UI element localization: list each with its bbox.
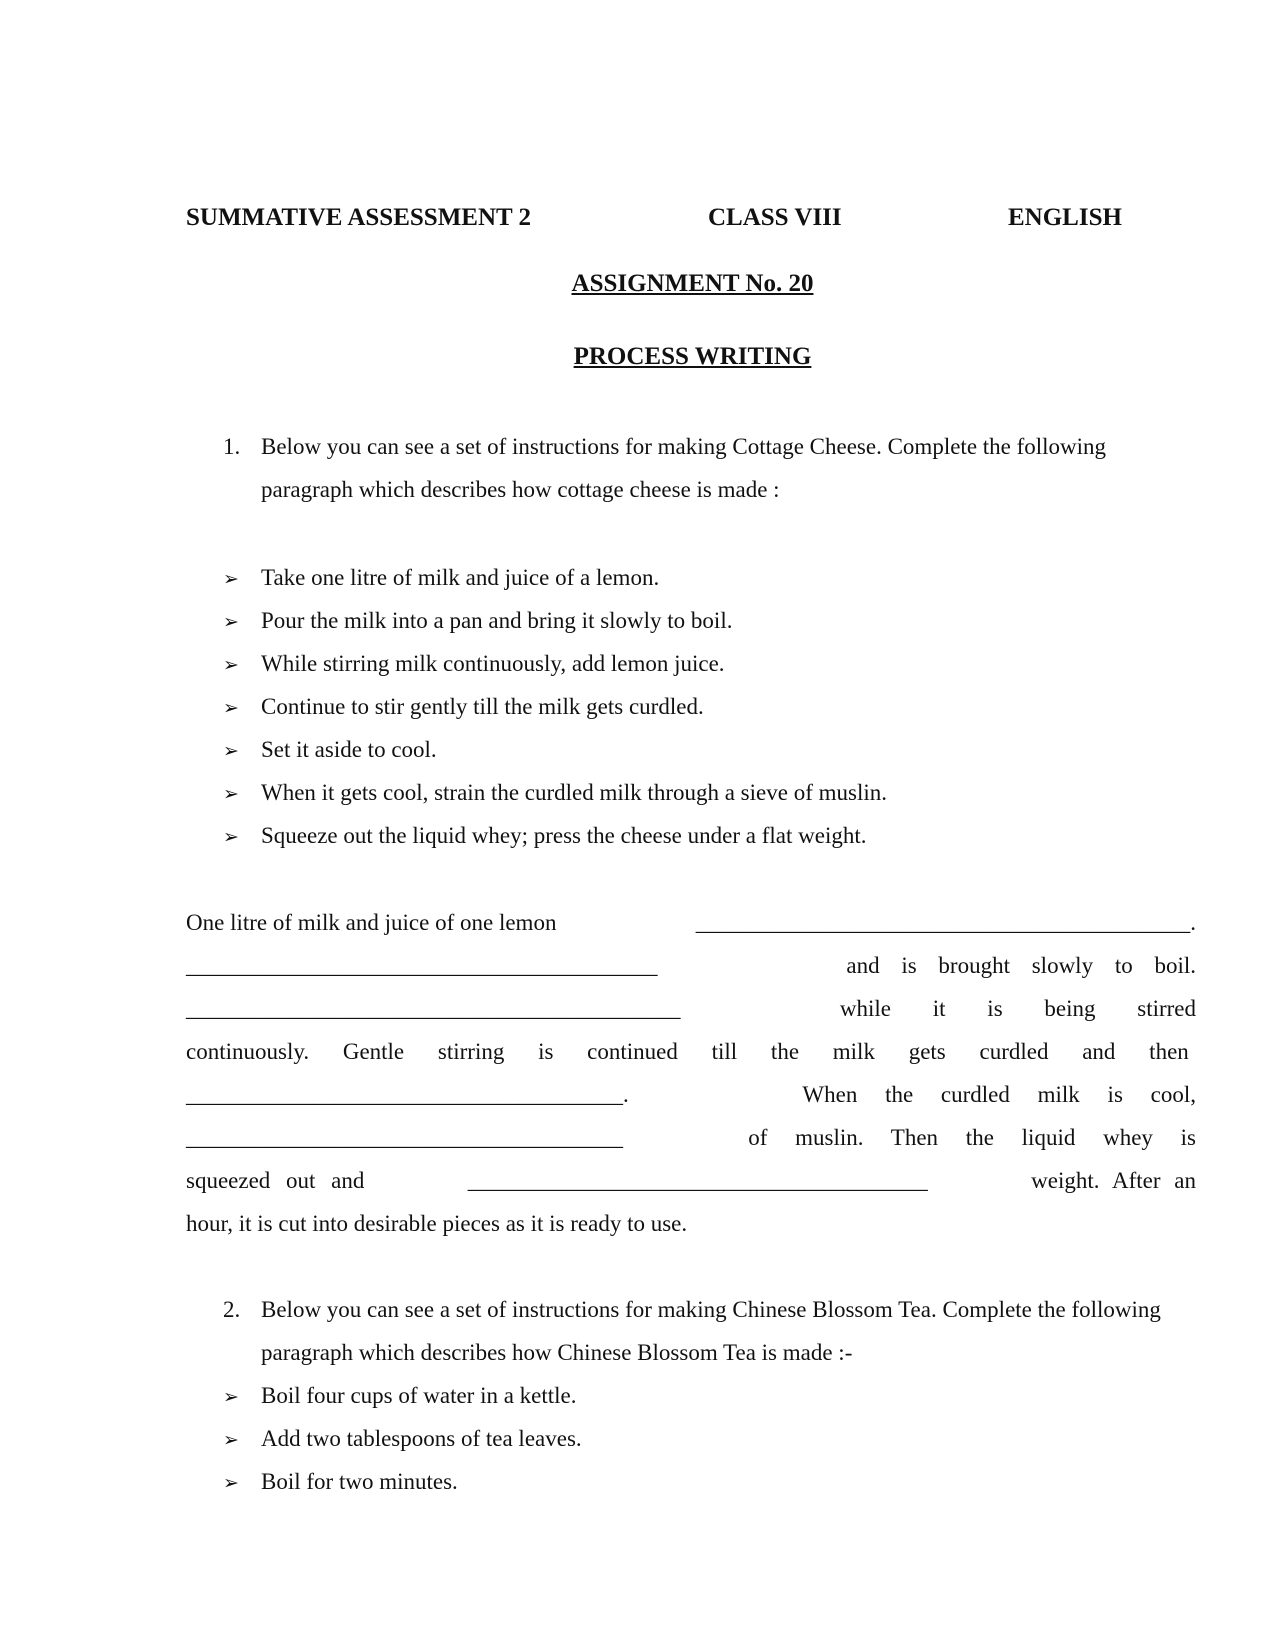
arrow-bullet-icon: ➢: [223, 1429, 239, 1451]
paragraph-line: [186, 944, 1196, 987]
list-item: [223, 1374, 582, 1417]
header-row: [186, 204, 1136, 238]
arrow-bullet-icon: ➢: [223, 740, 239, 762]
arrow-bullet-icon: ➢: [223, 826, 239, 848]
question-1-number: 1.: [223, 434, 241, 459]
arrow-bullet-icon: ➢: [223, 1472, 239, 1494]
arrow-bullet-icon: ➢: [223, 654, 239, 676]
paragraph-text: of muslin. Then the liquid whey is: [748, 1125, 1196, 1150]
step-text: Add two tablespoons of tea leaves.: [261, 1426, 582, 1451]
arrow-bullet-icon: ➢: [223, 697, 239, 719]
list-item: [223, 642, 887, 685]
list-item: [223, 771, 887, 814]
paragraph-line: [186, 1202, 1196, 1245]
list-item: [223, 1460, 582, 1503]
answer-blank[interactable]: ______________________________________: [186, 1125, 623, 1150]
step-text: Continue to stir gently till the milk gets curdled.: [261, 694, 704, 719]
step-text: Set it aside to cool.: [261, 737, 437, 762]
class-label: CLASS VIII: [708, 204, 842, 231]
list-item: [223, 556, 887, 599]
subject-label: ENGLISH: [1008, 204, 1122, 231]
answer-blank[interactable]: ___________________________________________: [186, 996, 681, 1021]
tea-steps-list: [223, 1374, 582, 1503]
paragraph-text: and is brought slowly to boil.: [846, 953, 1196, 978]
list-item: [223, 599, 887, 642]
question-1-text: Below you can see a set of instructions for making Cottage Cheese. Complete the following paragraph which describes how cottage cheese is made :: [261, 434, 1107, 502]
paragraph-text: hour, it is cut into desirable pieces as it is ready to use.: [186, 1211, 688, 1236]
paragraph-text: continuously. Gentle stirring is continued till the milk gets curdled and then: [186, 1039, 1189, 1064]
list-item: [223, 1417, 582, 1460]
paragraph-line: [186, 1030, 1196, 1073]
paragraph-text: One litre of milk and juice of one lemon: [186, 910, 557, 935]
assessment-label: SUMMATIVE ASSESSMENT 2: [186, 204, 531, 231]
paragraph-text: weight. After an: [1031, 1168, 1196, 1193]
arrow-bullet-icon: ➢: [223, 1386, 239, 1408]
question-2: [223, 1288, 1183, 1374]
answer-blank[interactable]: ___________________________________________.: [695, 910, 1196, 935]
assignment-title: ASSIGNMENT No. 20: [571, 270, 814, 297]
question-2-text: Below you can see a set of instructions for making Chinese Blossom Tea. Complete the following paragraph which describes how Chinese Blossom Tea is made :-: [261, 1297, 1161, 1365]
paragraph-line: [186, 901, 1196, 944]
step-text: Boil four cups of water in a kettle.: [261, 1383, 577, 1408]
paragraph-text: squeezed out and: [186, 1168, 365, 1193]
arrow-bullet-icon: ➢: [223, 783, 239, 805]
answer-blank[interactable]: _________________________________________: [186, 953, 658, 978]
step-text: While stirring milk continuously, add lemon juice.: [261, 651, 725, 676]
question-1: [223, 425, 1183, 511]
arrow-bullet-icon: ➢: [223, 568, 239, 590]
step-text: Boil for two minutes.: [261, 1469, 458, 1494]
paragraph-line: [186, 987, 1196, 1030]
answer-blank[interactable]: ________________________________________: [467, 1168, 928, 1193]
paragraph-line: [186, 1159, 1196, 1202]
step-text: When it gets cool, strain the curdled milk through a sieve of muslin.: [261, 780, 887, 805]
section-title: PROCESS WRITING: [573, 343, 812, 370]
arrow-bullet-icon: ➢: [223, 611, 239, 633]
paragraph-line: [186, 1073, 1196, 1116]
question-2-number: 2.: [223, 1297, 241, 1322]
step-text: Squeeze out the liquid whey; press the cheese under a flat weight.: [261, 823, 867, 848]
list-item: [223, 814, 887, 857]
paragraph-line: [186, 1116, 1196, 1159]
list-item: [223, 728, 887, 771]
fill-in-paragraph: [186, 901, 1196, 1245]
cheese-steps-list: [223, 556, 887, 857]
paragraph-text: When the curdled milk is cool,: [802, 1082, 1196, 1107]
list-item: [223, 685, 887, 728]
step-text: Take one litre of milk and juice of a lemon.: [261, 565, 660, 590]
answer-blank[interactable]: ______________________________________.: [186, 1082, 629, 1107]
step-text: Pour the milk into a pan and bring it slowly to boil.: [261, 608, 733, 633]
paragraph-text: while it is being stirred: [839, 996, 1196, 1021]
